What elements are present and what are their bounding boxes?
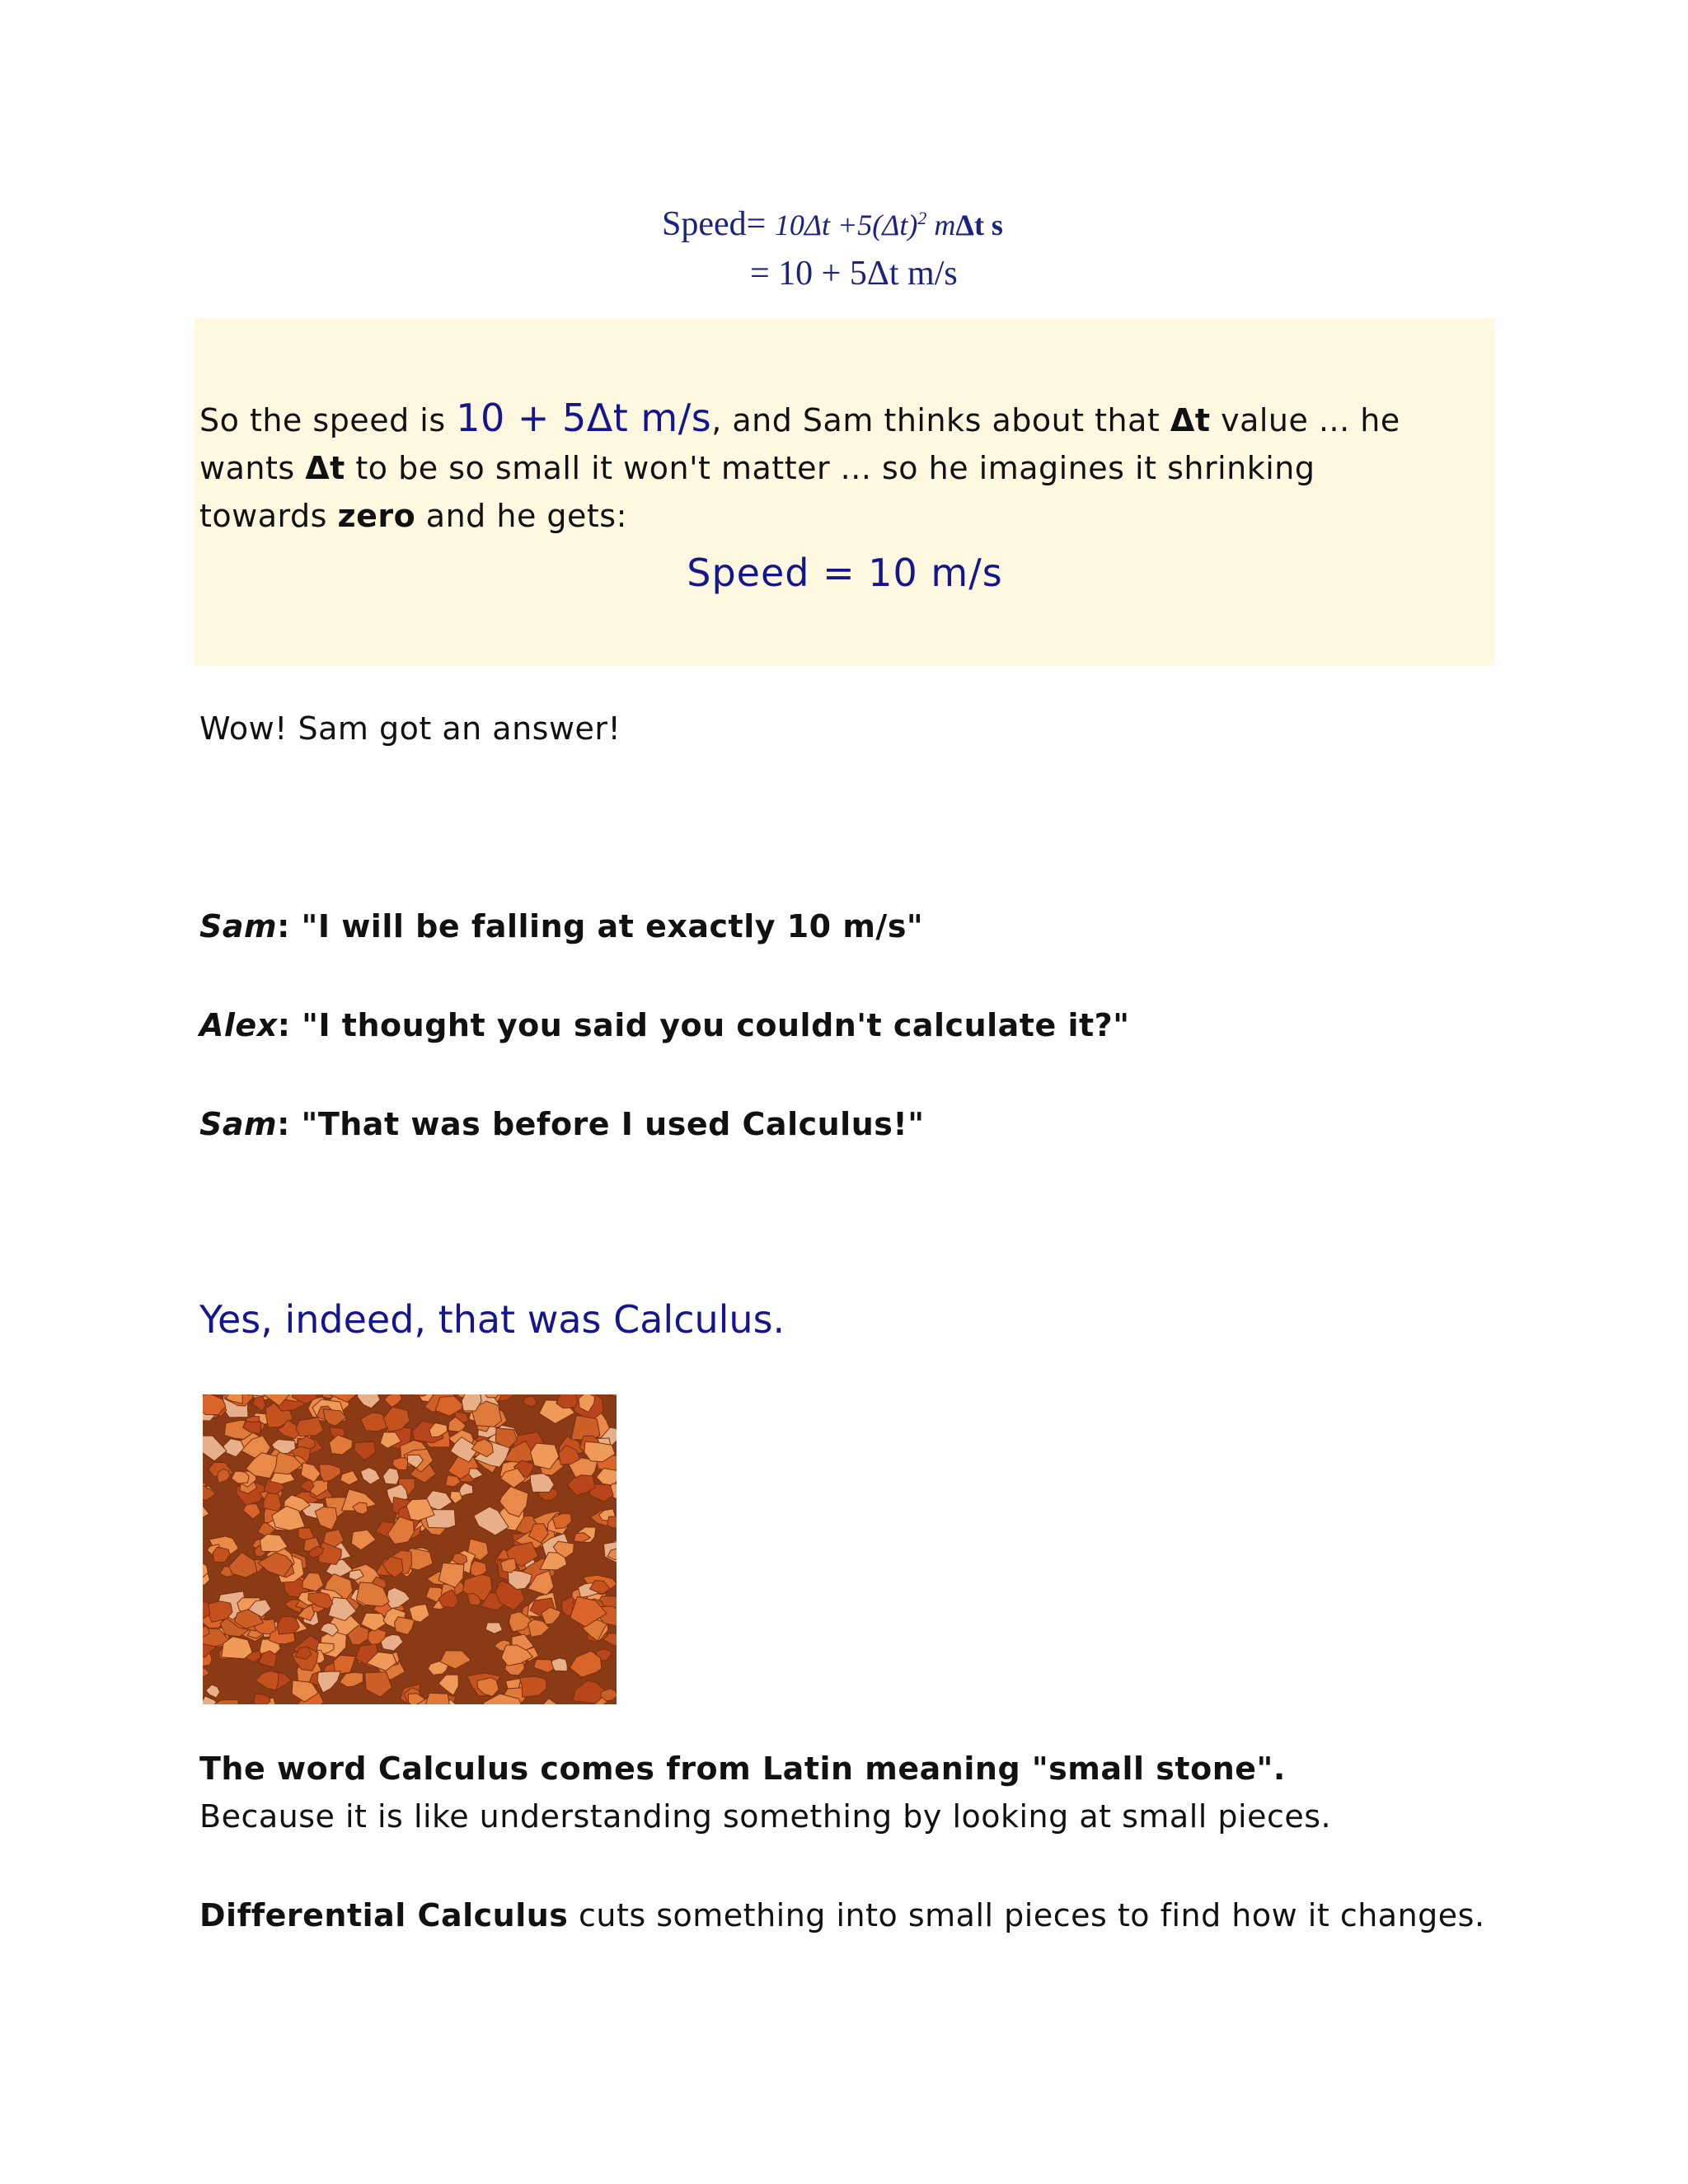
- formula-exponent: 2: [917, 208, 927, 228]
- differential-paragraph: [199, 1897, 1485, 1933]
- formula-unit-m: m: [926, 209, 956, 241]
- dialog-text: : "I thought you said you couldn't calculate it?": [277, 1007, 1130, 1043]
- wow-text: Wow! Sam got an answer!: [199, 710, 621, 747]
- dialog-line: [199, 1106, 925, 1142]
- dialog-line: [199, 1007, 1130, 1043]
- stones-picture: [203, 1394, 617, 1704]
- formula-line-2: = 10 + 5Δt m/s: [750, 255, 958, 293]
- stone-shape: [264, 1493, 281, 1511]
- hl-text-4: to be so small it won't matter ... so he imagines it shrinking towards: [199, 450, 1315, 534]
- dialog-line: [199, 908, 923, 944]
- latin-origin-text: The word Calculus comes from Latin meaning "small stone".: [199, 1750, 1286, 1787]
- speaker-name: Sam: [199, 1106, 278, 1142]
- zero-bold: zero: [337, 498, 416, 534]
- speaker-name: Sam: [199, 908, 278, 944]
- speed-result: Speed = 10 m/s: [687, 551, 1003, 595]
- differential-text: cuts something into small pieces to find how it changes.: [568, 1897, 1485, 1933]
- latin-explanation: Because it is like understanding something by looking at small pieces.: [199, 1798, 1332, 1835]
- formula-denominator: Δt s: [955, 209, 1003, 241]
- speaker-name: Alex: [199, 1007, 278, 1043]
- dialog-text: : "That was before I used Calculus!": [277, 1106, 925, 1142]
- speed-expression: 10 + 5Δt m/s: [456, 396, 712, 440]
- delta-t-bold: Δt: [305, 450, 345, 486]
- delta-t-bold: Δt: [1170, 402, 1211, 438]
- highlight-paragraph: [199, 394, 1452, 540]
- hl-text-1: So the speed is: [199, 402, 457, 438]
- formula-line-1: [662, 204, 1003, 244]
- formula-numerator: 10Δt +5(Δt): [774, 209, 918, 241]
- formula-label: Speed: [662, 205, 747, 243]
- differential-term: Differential Calculus: [199, 1897, 569, 1933]
- hl-text-3: value ... he wants: [199, 402, 1400, 486]
- stone-shape: [296, 1418, 323, 1436]
- formula-equals: =: [746, 205, 767, 243]
- small-stones-image: [203, 1394, 617, 1704]
- dialog-text: : "I will be falling at exactly 10 m/s": [277, 908, 924, 944]
- hl-text-5: and he gets:: [415, 498, 627, 534]
- hl-text-2: , and Sam thinks about that: [711, 402, 1170, 438]
- highlight-box: [195, 318, 1495, 666]
- calculus-heading: Yes, indeed, that was Calculus.: [199, 1297, 785, 1342]
